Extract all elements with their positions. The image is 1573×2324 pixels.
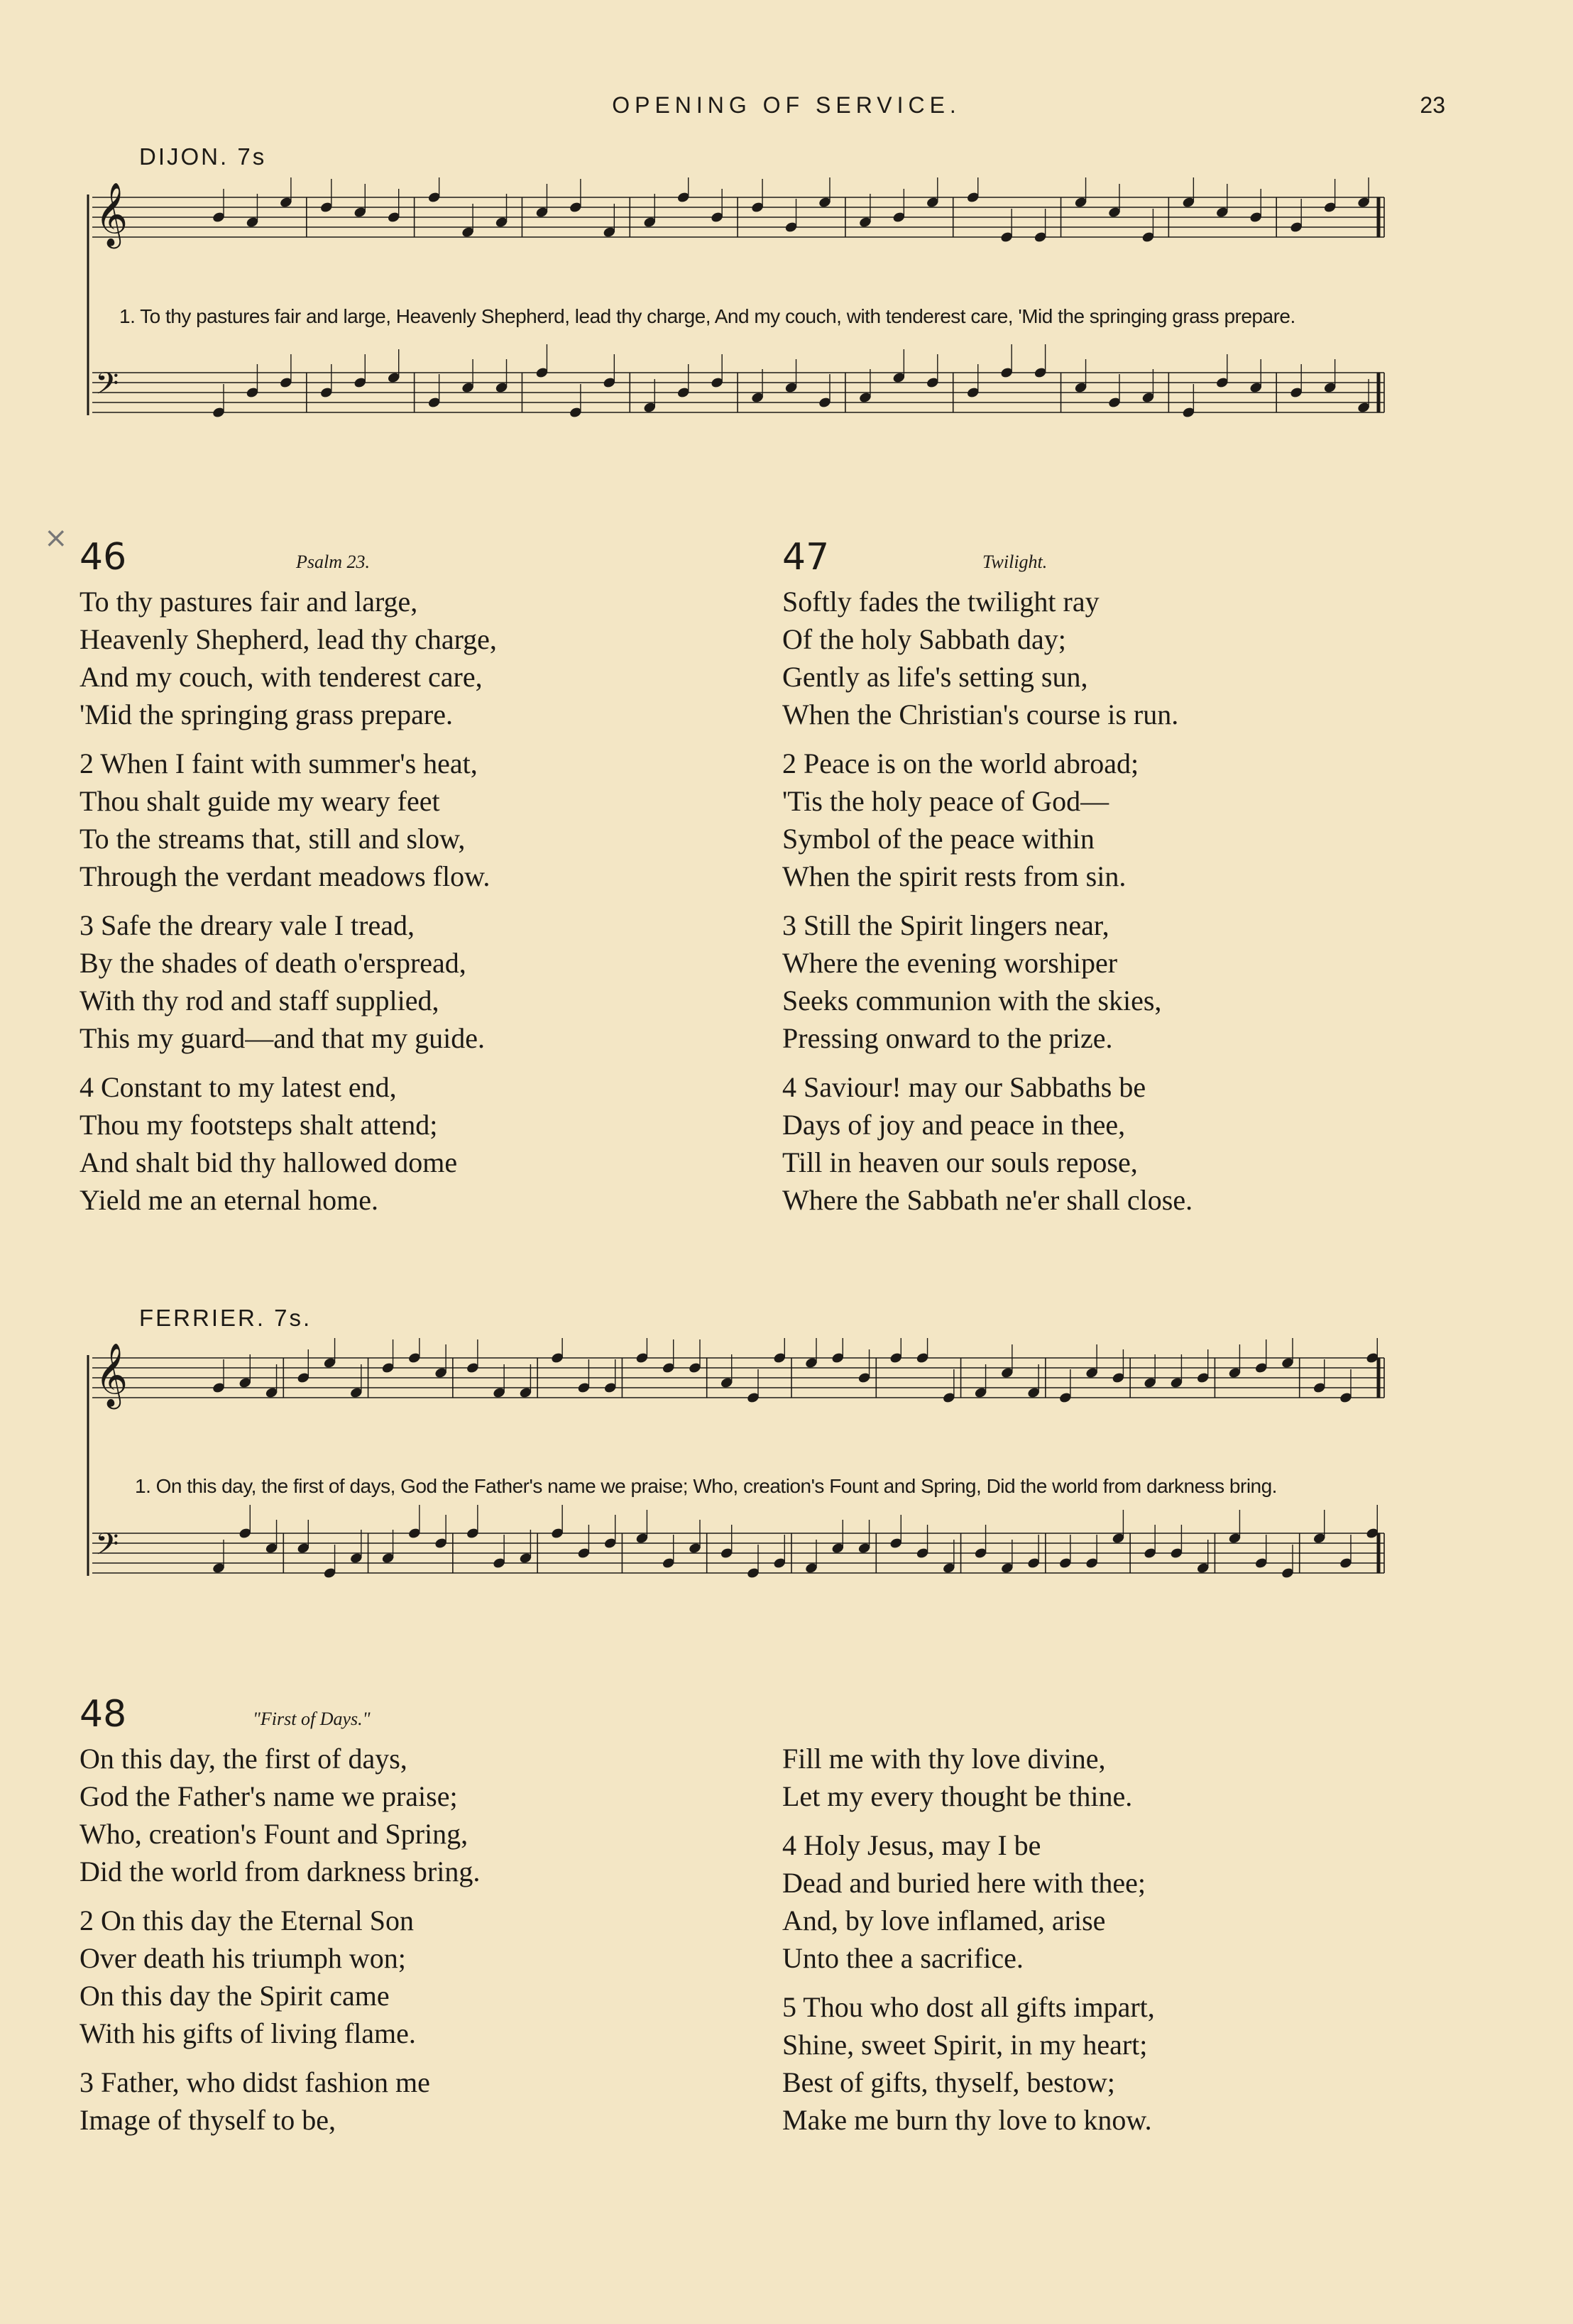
verse-line: Did the world from darkness bring. [80,1856,481,1887]
stanza [782,1740,1155,1815]
stanza [80,1902,480,2052]
verse-line: 2 On this day the Eternal Son [80,1904,415,1936]
verse-line: Fill me with thy love divine, [782,1743,1106,1775]
running-title: OPENING OF SERVICE. [612,92,961,118]
stanza [80,906,497,1057]
verse-line: On this day the Spirit came [80,1980,390,2012]
hymn-number: 46 [80,536,127,579]
verse-line: Over death his triumph won; [80,1942,406,1974]
verse-line: Unto thee a sacrifice. [782,1942,1024,1974]
verse-line: Till in heaven our souls repose, [782,1146,1138,1178]
verse-line: Where the evening worshiper [782,947,1118,979]
verse-line: 2 Peace is on the world abroad; [782,747,1139,779]
verse-line: Let my every thought be thine. [782,1780,1133,1812]
stanza [782,1988,1155,2139]
tune-lyric-dijon: 1. To thy pastures fair and large, Heavenly Shepherd, lead thy charge, And my couch, with tenderest care, 'Mid the springing grass prepare. [119,305,1295,327]
verse-line: With thy rod and staff supplied, [80,985,439,1016]
verse-line: God the Father's name we praise; [80,1780,458,1812]
verse-line: Heavenly Shepherd, lead thy charge, [80,623,497,655]
verse-line: By the shades of death o'erspread, [80,947,466,979]
hymn-48-continued [782,1740,1155,2150]
verse-line: 3 Father, who didst fashion me [80,2066,430,2098]
pencil-mark: × [44,522,68,554]
verse-line: Thou my footsteps shalt attend; [80,1109,438,1141]
stanza [782,745,1193,895]
verse-line: 4 Saviour! may our Sabbaths be [782,1071,1146,1103]
verse-line: 3 Still the Spirit lingers near, [782,909,1109,941]
verse-line: 4 Holy Jesus, may I be [782,1829,1041,1861]
page-number: 23 [1420,92,1445,118]
verse-line: Make me burn thy love to know. [782,2104,1152,2136]
verse-line: 'Tis the holy peace of God— [782,785,1109,817]
verse-line: Of the holy Sabbath day; [782,623,1066,655]
verse-line: To the streams that, still and slow, [80,823,466,855]
bass-clef-icon: 𝄢 [95,1527,119,1569]
verse-line: Thou shalt guide my weary feet [80,785,440,817]
tune-lyric-ferrier: 1. On this day, the first of days, God the Father's name we praise; Who, creation's Fount and Spring, Did the world from darkness bring. [135,1475,1277,1497]
verse-line: Best of gifts, thyself, bestow; [782,2066,1115,2098]
verse-line: Days of joy and peace in thee, [782,1109,1126,1141]
verse-line: Where the Sabbath ne'er shall close. [782,1184,1193,1216]
verse-line: On this day, the first of days, [80,1743,407,1775]
stanza [80,745,497,895]
hymn-title: "First of Days." [253,1709,371,1729]
verse-line: Shine, sweet Spirit, in my heart; [782,2029,1148,2061]
verse-line: 2 When I faint with summer's heat, [80,747,478,779]
stanza [782,583,1193,733]
verse-line: Image of thyself to be, [80,2104,336,2136]
treble-clef-icon: 𝄞 [95,182,128,246]
stanza [782,1826,1155,1977]
verse-line: This my guard—and that my guide. [80,1022,486,1054]
verse-line: Pressing onward to the prize. [782,1022,1113,1054]
verse-line: When the Christian's course is run. [782,698,1179,730]
hymn-title: Psalm 23. [296,552,370,572]
bass-clef-icon: 𝄢 [95,366,119,409]
stanza [80,1068,497,1219]
verse-line: Yield me an eternal home. [80,1184,378,1216]
stanza [80,1740,480,1890]
verse-line: With his gifts of living flame. [80,2017,416,2049]
verse-line: Who, creation's Fount and Spring, [80,1818,468,1850]
hymn-47 [782,536,1193,1230]
verse-line: 3 Safe the dreary vale I tread, [80,909,415,941]
stanza [782,906,1193,1057]
verse-line: When the spirit rests from sin. [782,860,1127,892]
hymn-48 [80,1693,480,2150]
verse-line: Gently as life's setting sun, [782,661,1088,693]
verse-line: 5 Thou who dost all gifts impart, [782,1991,1155,2023]
tune-title-dijon: DIJON. 7s [139,143,267,170]
tune-title-ferrier: FERRIER. 7s. [139,1305,312,1331]
verse-line: And my couch, with tenderest care, [80,661,483,693]
hymn-number: 47 [782,536,830,579]
verse-line: Symbol of the peace within [782,823,1095,855]
verse-line: Softly fades the twilight ray [782,586,1100,618]
page-header [0,92,1573,128]
hymn-title: Twilight. [982,552,1048,572]
treble-clef-icon: 𝄞 [95,1343,128,1407]
stanza [80,2063,480,2139]
verse-line: Seeks communion with the skies, [782,985,1162,1016]
verse-line: To thy pastures fair and large, [80,586,418,618]
verse-line: And, by love inflamed, arise [782,1904,1106,1936]
verse-line: 'Mid the springing grass prepare. [80,698,453,730]
verse-line: Dead and buried here with thee; [782,1867,1146,1899]
hymn-46 [80,536,497,1230]
stanza [80,583,497,733]
verse-line: 4 Constant to my latest end, [80,1071,397,1103]
stanza [782,1068,1193,1219]
hymn-number: 48 [80,1693,127,1736]
verse-line: And shalt bid thy hallowed dome [80,1146,458,1178]
verse-line: Through the verdant meadows flow. [80,860,490,892]
